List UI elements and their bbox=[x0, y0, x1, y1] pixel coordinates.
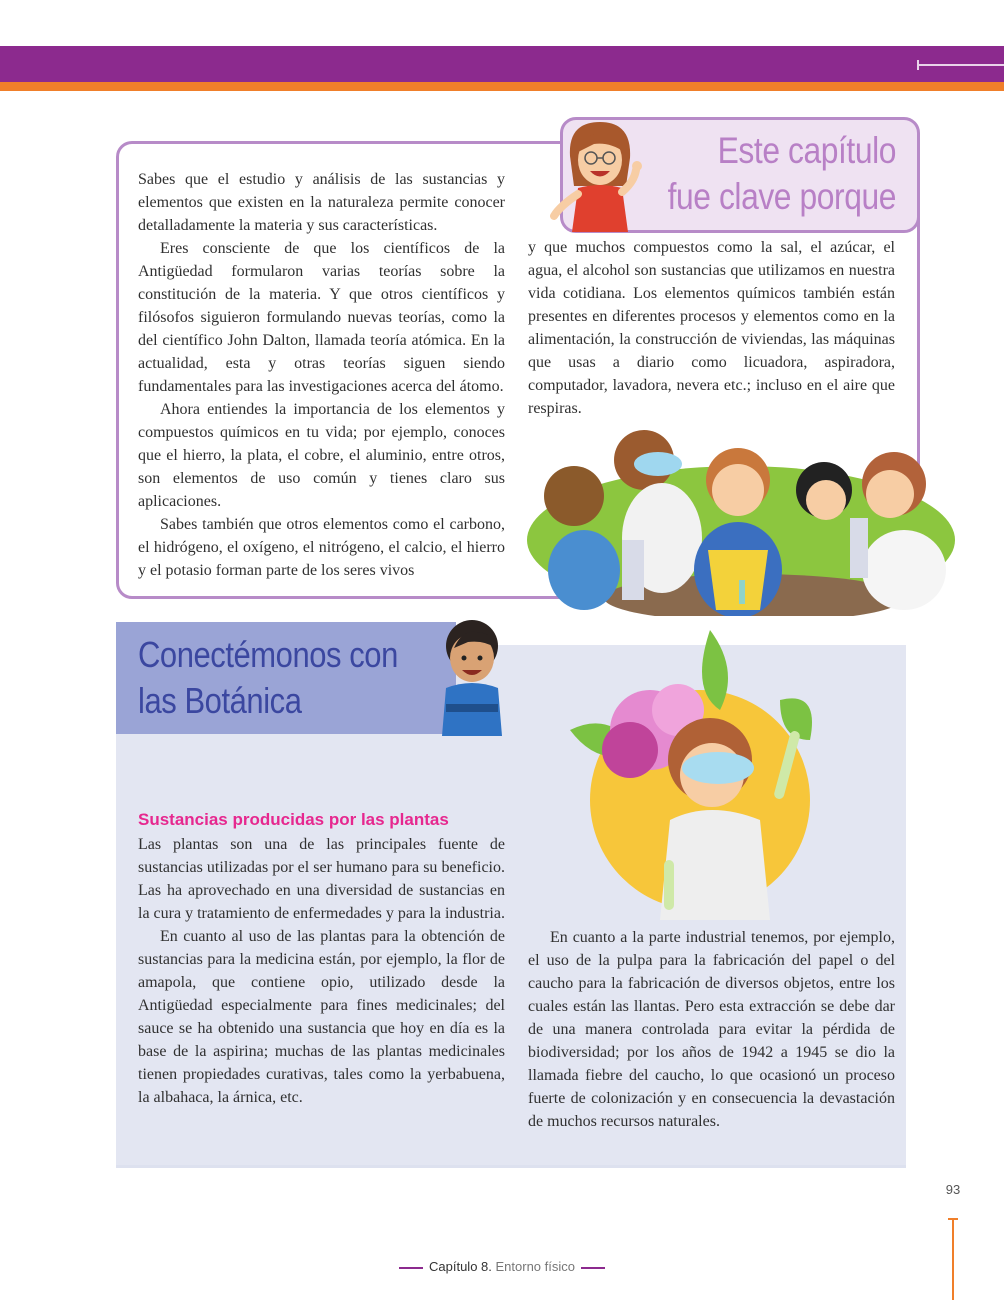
header-tick-cap bbox=[917, 60, 919, 70]
botany-column-left bbox=[138, 833, 505, 1109]
header-stripe bbox=[0, 82, 1004, 91]
footer-chapter-name: Entorno físico bbox=[495, 1259, 575, 1274]
page-number: 93 bbox=[945, 1182, 961, 1197]
footer-rule-right bbox=[581, 1267, 605, 1269]
header-bar bbox=[0, 46, 1004, 82]
paragraph: Sabes también que otros elementos como el carbono, el hidrógeno, el oxígeno, el nitrógeno, el calcio, el hierro y el potasio forman parte de los seres vivos bbox=[138, 516, 505, 579]
botany-title bbox=[138, 632, 422, 724]
paragraph: Eres consciente de que los científicos de la Antigüedad formularon varias teorías sobre la constitución de la materia. Y que otros científicos y filósofos siguieron formulando nuevas teorías, como la del científico John Dalton, llamada teoría atómica. En la actualidad, esta y otras teorías siguen siendo fundamentales para las investigaciones acerca del átomo. bbox=[138, 240, 505, 395]
chapter-summary-title-line2: fue clave porque bbox=[667, 176, 896, 217]
chapter-summary-column-left bbox=[138, 168, 505, 582]
footer-chapter-label: Capítulo 8. bbox=[429, 1259, 492, 1274]
botany-title-line2: las Botánica bbox=[138, 680, 302, 721]
paragraph: En cuanto al uso de las plantas para la obtención de sustancias para la medicina están, por ejemplo, la flor de amapola, que contiene opio, utilizado desde la Antigüedad especialmente para fines medicinales; del sauce se ha obtenido una sustancia que hoy en día es la base de la aspirina; muchas de las plantas medicinales tienen propiedades curativas, tales como la yerbabuena, la albahaca, la árnica, etc. bbox=[138, 928, 505, 1106]
section-subheading: Sustancias producidas por las plantas bbox=[138, 810, 449, 829]
chapter-summary-title bbox=[641, 128, 896, 220]
paragraph: Sabes que el estudio y análisis de las sustancias y elementos que existen en la naturaleza permite conocer detalladamente la materia y sus características. bbox=[138, 171, 505, 234]
page-footer bbox=[0, 1259, 1004, 1274]
teacher-character-icon bbox=[550, 116, 648, 232]
kids-laboratory-illustration bbox=[524, 420, 958, 616]
paragraph: En cuanto a la parte industrial tenemos, por ejemplo, el uso de la pulpa para la fabricación del papel o del caucho para la fabricación de diversos objetos, entre los cuales están las llantas. Pero esta extracción se debe dar de una manera controlada para evitar la pérdida de biodiversidad; por los años de 1942 a 1945 se dio la llamada fiebre del caucho, lo que ocasionó un proceso fuerte de colonización y en consecuencia la devastación de muchos recursos naturales. bbox=[528, 929, 895, 1130]
botany-title-line1: Conectémonos con bbox=[138, 634, 398, 675]
paragraph: Las plantas son una de las principales fuente de sustancias utilizadas por el ser humano para su beneficio. Las ha aprovechado en una diversidad de sustancias en la cura y tratamiento de enfermedades y para la industria. bbox=[138, 836, 505, 922]
boy-character-icon bbox=[432, 618, 514, 736]
scientist-with-flower-illustration bbox=[560, 630, 830, 920]
paragraph: y que muchos compuestos como la sal, el azúcar, el agua, el alcohol son sustancias que utilizamos en nuestra vida cotidiana. Los elementos químicos también están presentes en diferentes procesos y elementos como en la alimentación, la construcción de viviendas, las máquinas que usas a diario como licuadora, aspiradora, computador, lavadora, nevera etc.; incluso en el aire que respiras. bbox=[528, 239, 895, 417]
footer-rule-left bbox=[399, 1267, 423, 1269]
header-tick-line bbox=[918, 64, 1004, 66]
paragraph: Ahora entiendes la importancia de los elementos y compuestos químicos en tu vida; por ejemplo, conoces que el hierro, la plata, el cobre, el aluminio, entre otros, son elementos de uso común y tienes claro sus aplicaciones. bbox=[138, 401, 505, 510]
botany-column-right bbox=[528, 926, 895, 1133]
chapter-summary-column-right bbox=[528, 236, 895, 420]
chapter-summary-title-line1: Este capítulo bbox=[717, 130, 896, 171]
